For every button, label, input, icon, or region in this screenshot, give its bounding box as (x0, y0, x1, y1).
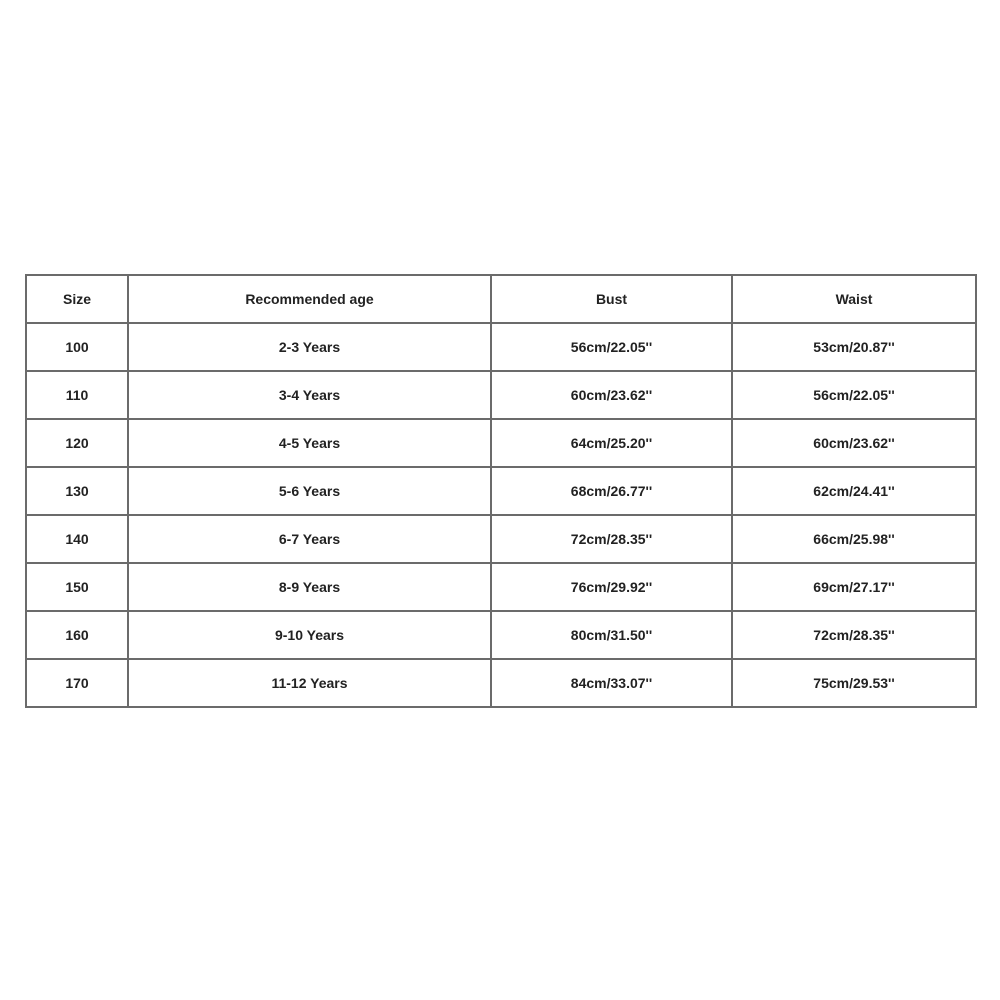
header-size: Size (26, 275, 128, 323)
cell-size: 170 (26, 659, 128, 707)
cell-size: 110 (26, 371, 128, 419)
size-chart-table (25, 274, 977, 708)
cell-size: 160 (26, 611, 128, 659)
cell-bust: 84cm/33.07'' (491, 659, 732, 707)
cell-waist: 56cm/22.05'' (732, 371, 976, 419)
header-waist: Waist (732, 275, 976, 323)
header-recommended-age: Recommended age (128, 275, 491, 323)
table-row (26, 515, 976, 563)
cell-waist: 60cm/23.62'' (732, 419, 976, 467)
cell-waist: 75cm/29.53'' (732, 659, 976, 707)
cell-bust: 80cm/31.50'' (491, 611, 732, 659)
table-row (26, 563, 976, 611)
cell-age: 3-4 Years (128, 371, 491, 419)
cell-bust: 72cm/28.35'' (491, 515, 732, 563)
table-body (26, 323, 976, 707)
cell-size: 150 (26, 563, 128, 611)
cell-age: 5-6 Years (128, 467, 491, 515)
table-row (26, 467, 976, 515)
cell-age: 2-3 Years (128, 323, 491, 371)
header-row (26, 275, 976, 323)
cell-waist: 72cm/28.35'' (732, 611, 976, 659)
cell-waist: 62cm/24.41'' (732, 467, 976, 515)
header-bust: Bust (491, 275, 732, 323)
cell-size: 100 (26, 323, 128, 371)
cell-age: 4-5 Years (128, 419, 491, 467)
cell-waist: 53cm/20.87'' (732, 323, 976, 371)
cell-age: 8-9 Years (128, 563, 491, 611)
table-row (26, 419, 976, 467)
cell-bust: 60cm/23.62'' (491, 371, 732, 419)
table-header (26, 275, 976, 323)
cell-bust: 64cm/25.20'' (491, 419, 732, 467)
cell-age: 6-7 Years (128, 515, 491, 563)
cell-bust: 56cm/22.05'' (491, 323, 732, 371)
table-row (26, 611, 976, 659)
cell-age: 9-10 Years (128, 611, 491, 659)
cell-waist: 69cm/27.17'' (732, 563, 976, 611)
cell-waist: 66cm/25.98'' (732, 515, 976, 563)
cell-age: 11-12 Years (128, 659, 491, 707)
cell-bust: 68cm/26.77'' (491, 467, 732, 515)
cell-size: 130 (26, 467, 128, 515)
cell-size: 120 (26, 419, 128, 467)
cell-size: 140 (26, 515, 128, 563)
table-row (26, 371, 976, 419)
table-row (26, 323, 976, 371)
table-row (26, 659, 976, 707)
cell-bust: 76cm/29.92'' (491, 563, 732, 611)
